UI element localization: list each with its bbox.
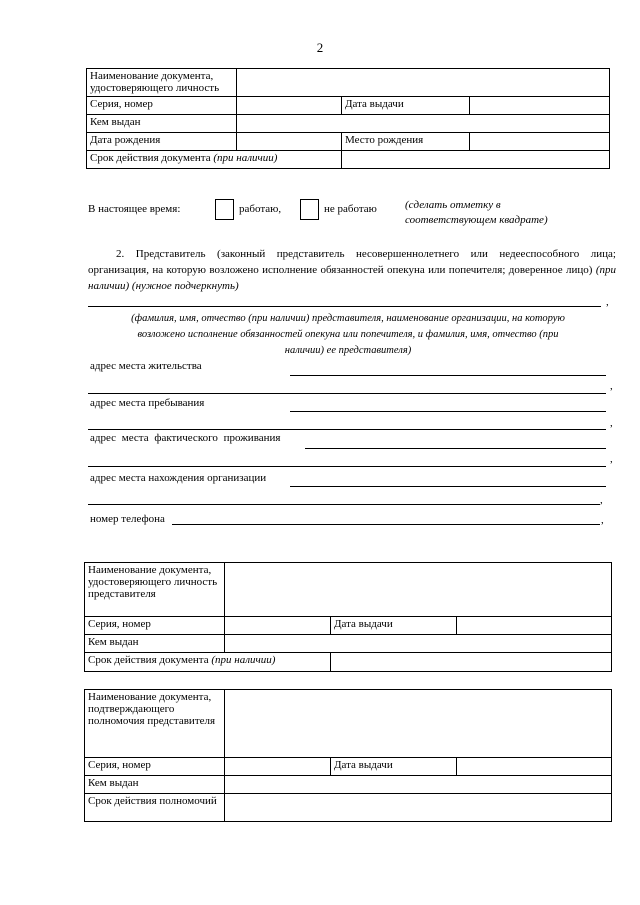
comma: , [610, 417, 613, 429]
doc-name-label: Наименование документа, удостоверяющего личность [87, 69, 237, 97]
phone-line[interactable] [172, 524, 600, 525]
not-working-checkbox[interactable] [300, 199, 319, 220]
actual-address-label: адрес места фактического проживания [90, 432, 281, 444]
stay-address-line1[interactable] [290, 411, 606, 412]
org-location-line1[interactable] [290, 486, 606, 487]
authority-series-number-field[interactable] [225, 758, 331, 776]
comma: , [610, 380, 613, 392]
residence-address-label: адрес места жительства [90, 360, 202, 372]
checkbox-note-line1: (сделать отметку в [405, 199, 501, 211]
authority-validity-label: Срок действия полномочий [85, 794, 225, 822]
comma: , [601, 514, 604, 526]
rep-validity-note: (при наличии) [211, 654, 276, 666]
representative-name-line[interactable] [88, 306, 601, 307]
working-checkbox[interactable] [215, 199, 234, 220]
stay-address-line2[interactable] [88, 429, 606, 430]
representative-paragraph [88, 246, 616, 294]
org-location-line2[interactable] [88, 504, 600, 505]
rep-doc-name-label: Наименование документа, удостоверяющего личность представителя [85, 563, 225, 617]
rep-issued-by-label: Кем выдан [85, 635, 225, 653]
authority-validity-field[interactable] [225, 794, 612, 822]
representative-caption-line1: (фамилия, имя, отчество (при наличии) представителя, наименование организации, на которую [131, 313, 565, 324]
authority-doc-name-field[interactable] [225, 690, 612, 758]
issued-by-label: Кем выдан [87, 115, 237, 133]
validity-note: (при наличии) [213, 152, 278, 164]
comma: , [610, 453, 613, 465]
rep-issued-by-field[interactable] [225, 635, 612, 653]
authority-issued-by-label: Кем выдан [85, 776, 225, 794]
validity-label-text: Срок действия документа [90, 152, 211, 164]
issue-date-field[interactable] [470, 97, 610, 115]
page-number: 2 [316, 40, 324, 55]
rep-validity-label-text: Срок действия документа [88, 654, 209, 666]
representative-paragraph-text: 2. Представитель (законный представитель несовершеннолетнего или недееспособного лица; организация, на которую возложено исполнение обязанностей опекуна или попечителя; доверенное лицо) [88, 248, 616, 276]
rep-validity-field[interactable] [331, 653, 612, 672]
validity-field[interactable] [342, 151, 610, 169]
birth-date-field[interactable] [237, 133, 342, 151]
rep-issue-date-field[interactable] [457, 617, 612, 635]
representative-paragraph-note: (при наличии) (нужное подчеркнуть) [88, 264, 616, 292]
comma: , [600, 494, 603, 506]
rep-doc-name-field[interactable] [225, 563, 612, 617]
actual-address-line2[interactable] [88, 466, 606, 467]
not-working-label: не работаю [324, 203, 377, 215]
authority-issue-date-label: Дата выдачи [331, 758, 457, 776]
series-number-label: Серия, номер [87, 97, 237, 115]
rep-issue-date-label: Дата выдачи [331, 617, 457, 635]
actual-address-line1[interactable] [305, 448, 606, 449]
rep-series-number-label: Серия, номер [85, 617, 225, 635]
phone-label: номер телефона [90, 513, 165, 525]
doc-name-field[interactable] [237, 69, 610, 97]
birth-place-label: Место рождения [342, 133, 470, 151]
comma: , [606, 296, 609, 308]
issue-date-label: Дата выдачи [342, 97, 470, 115]
authority-doc-name-label: Наименование документа, подтверждающего полномочия представителя [85, 690, 225, 758]
org-location-label: адрес места нахождения организации [90, 472, 267, 484]
representative-identity-table [84, 562, 612, 672]
authority-series-number-label: Серия, номер [85, 758, 225, 776]
rep-series-number-field[interactable] [225, 617, 331, 635]
authority-issue-date-field[interactable] [457, 758, 612, 776]
authority-document-table [84, 689, 612, 822]
rep-validity-label [85, 653, 331, 672]
birth-date-label: Дата рождения [87, 133, 237, 151]
series-number-field[interactable] [237, 97, 342, 115]
residence-address-line1[interactable] [290, 375, 606, 376]
residence-address-line2[interactable] [88, 393, 606, 394]
birth-place-field[interactable] [470, 133, 610, 151]
checkbox-note-line2: соответствующем квадрате) [405, 214, 548, 226]
working-label: работаю, [239, 203, 282, 215]
employment-label: В настоящее время: [88, 203, 181, 215]
identity-document-table [86, 68, 610, 169]
representative-caption-line3: наличии) ее представителя) [284, 345, 412, 356]
representative-caption-line2: возложено исполнение обязанностей опекуна или попечителя, и фамилия, имя, отчество (при [137, 329, 559, 340]
validity-label [87, 151, 342, 169]
issued-by-field[interactable] [237, 115, 610, 133]
stay-address-label: адрес места пребывания [90, 397, 205, 409]
authority-issued-by-field[interactable] [225, 776, 612, 794]
